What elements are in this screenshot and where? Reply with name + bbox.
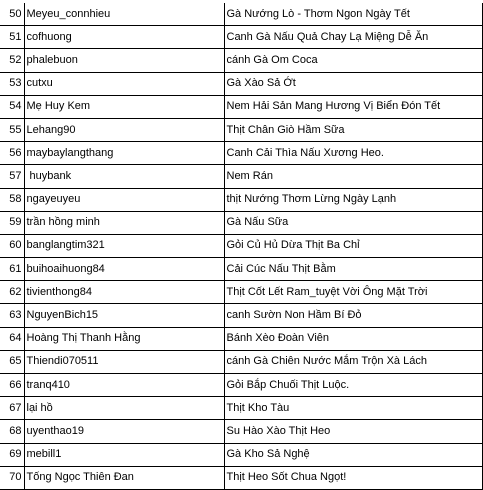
table-row[interactable] — [0, 49, 482, 72]
table-row[interactable] — [0, 281, 482, 304]
dish-name-cell[interactable]: Canh Cải Thìa Nấu Xương Heo. — [224, 142, 482, 165]
table-row[interactable] — [0, 350, 482, 373]
dish-name-cell[interactable]: canh Sườn Non Hầm Bí Đỏ — [224, 304, 482, 327]
dish-name-cell[interactable]: cánh Gà Om Coca — [224, 49, 482, 72]
username-cell[interactable]: Meyeu_connhieu — [24, 3, 224, 26]
row-number-cell[interactable]: 62 — [0, 281, 24, 304]
dish-name-cell[interactable]: Gà Nấu Sữa — [224, 211, 482, 234]
row-number-cell[interactable]: 53 — [0, 72, 24, 95]
row-number-cell[interactable]: 52 — [0, 49, 24, 72]
dish-name-cell[interactable]: Cải Cúc Nấu Thịt Bằm — [224, 258, 482, 281]
table-row[interactable] — [0, 304, 482, 327]
dish-name-cell[interactable]: Gỏi Củ Hủ Dừa Thịt Ba Chỉ — [224, 234, 482, 257]
table-row[interactable] — [0, 234, 482, 257]
table-row[interactable] — [0, 3, 482, 26]
row-number-cell[interactable]: 67 — [0, 397, 24, 420]
username-cell[interactable]: tivienthong84 — [24, 281, 224, 304]
username-cell[interactable]: lại hồ — [24, 397, 224, 420]
table-row[interactable] — [0, 397, 482, 420]
row-number-cell[interactable]: 58 — [0, 188, 24, 211]
table-row[interactable] — [0, 26, 482, 49]
table-row[interactable] — [0, 420, 482, 443]
username-cell[interactable]: buihoaihuong84 — [24, 258, 224, 281]
table-row[interactable] — [0, 258, 482, 281]
table-row[interactable] — [0, 211, 482, 234]
username-cell[interactable]: Thiendi070511 — [24, 350, 224, 373]
username-cell[interactable]: NguyenBich15 — [24, 304, 224, 327]
username-cell[interactable]: mebill1 — [24, 443, 224, 466]
username-cell[interactable]: trần hồng minh — [24, 211, 224, 234]
dish-name-cell[interactable]: Gà Kho Sả Nghệ — [224, 443, 482, 466]
dish-name-cell[interactable]: Nem Rán — [224, 165, 482, 188]
row-number-cell[interactable]: 59 — [0, 211, 24, 234]
dish-name-cell[interactable]: Gà Nướng Lò - Thơm Ngon Ngày Tết — [224, 3, 482, 26]
recipe-table — [0, 3, 483, 490]
table-row[interactable] — [0, 95, 482, 118]
row-number-cell[interactable]: 54 — [0, 95, 24, 118]
dish-name-cell[interactable]: Gà Xào Sả Ớt — [224, 72, 482, 95]
row-number-cell[interactable]: 70 — [0, 466, 24, 489]
table-row[interactable] — [0, 374, 482, 397]
dish-name-cell[interactable]: cánh Gà Chiên Nước Mắm Trộn Xà Lách — [224, 350, 482, 373]
dish-name-cell[interactable]: Bánh Xèo Đoàn Viên — [224, 327, 482, 350]
table-row[interactable] — [0, 72, 482, 95]
dish-name-cell[interactable]: Gỏi Bắp Chuối Thịt Luộc. — [224, 374, 482, 397]
username-cell[interactable]: huybank — [24, 165, 224, 188]
username-cell[interactable]: tranq410 — [24, 374, 224, 397]
row-number-cell[interactable]: 68 — [0, 420, 24, 443]
username-cell[interactable]: banglangtim321 — [24, 234, 224, 257]
row-number-cell[interactable]: 57 — [0, 165, 24, 188]
table-row[interactable] — [0, 165, 482, 188]
table-row[interactable] — [0, 443, 482, 466]
username-cell[interactable]: Lehang90 — [24, 118, 224, 141]
username-cell[interactable]: ngayeuyeu — [24, 188, 224, 211]
dish-name-cell[interactable]: Thịt Cốt Lết Ram_tuyệt Vời Ông Mặt Trời — [224, 281, 482, 304]
row-number-cell[interactable]: 56 — [0, 142, 24, 165]
recipe-table-body — [0, 3, 482, 489]
username-cell[interactable]: Mẹ Huy Kem — [24, 95, 224, 118]
dish-name-cell[interactable]: thịt Nướng Thơm Lừng Ngày Lạnh — [224, 188, 482, 211]
dish-name-cell[interactable]: Canh Gà Nấu Quả Chay Lạ Miệng Dễ Ăn — [224, 26, 482, 49]
row-number-cell[interactable]: 51 — [0, 26, 24, 49]
row-number-cell[interactable]: 50 — [0, 3, 24, 26]
username-cell[interactable]: cofhuong — [24, 26, 224, 49]
row-number-cell[interactable]: 61 — [0, 258, 24, 281]
username-cell[interactable]: Tống Ngọc Thiên Đan — [24, 466, 224, 489]
table-row[interactable] — [0, 142, 482, 165]
dish-name-cell[interactable]: Nem Hải Sản Mang Hương Vị Biển Đón Tết — [224, 95, 482, 118]
row-number-cell[interactable]: 63 — [0, 304, 24, 327]
table-row[interactable] — [0, 188, 482, 211]
username-cell[interactable]: phalebuon — [24, 49, 224, 72]
table-row[interactable] — [0, 118, 482, 141]
row-number-cell[interactable]: 60 — [0, 234, 24, 257]
row-number-cell[interactable]: 55 — [0, 118, 24, 141]
row-number-cell[interactable]: 66 — [0, 374, 24, 397]
username-cell[interactable]: uyenthao19 — [24, 420, 224, 443]
row-number-cell[interactable]: 64 — [0, 327, 24, 350]
row-number-cell[interactable]: 69 — [0, 443, 24, 466]
table-row[interactable] — [0, 327, 482, 350]
row-number-cell[interactable]: 65 — [0, 350, 24, 373]
dish-name-cell[interactable]: Su Hào Xào Thịt Heo — [224, 420, 482, 443]
dish-name-cell[interactable]: Thịt Kho Tàu — [224, 397, 482, 420]
table-row[interactable] — [0, 466, 482, 489]
username-cell[interactable]: cutxu — [24, 72, 224, 95]
dish-name-cell[interactable]: Thịt Heo Sốt Chua Ngọt! — [224, 466, 482, 489]
username-cell[interactable]: Hoàng Thị Thanh Hằng — [24, 327, 224, 350]
dish-name-cell[interactable]: Thịt Chân Giò Hầm Sữa — [224, 118, 482, 141]
username-cell[interactable]: maybaylangthang — [24, 142, 224, 165]
